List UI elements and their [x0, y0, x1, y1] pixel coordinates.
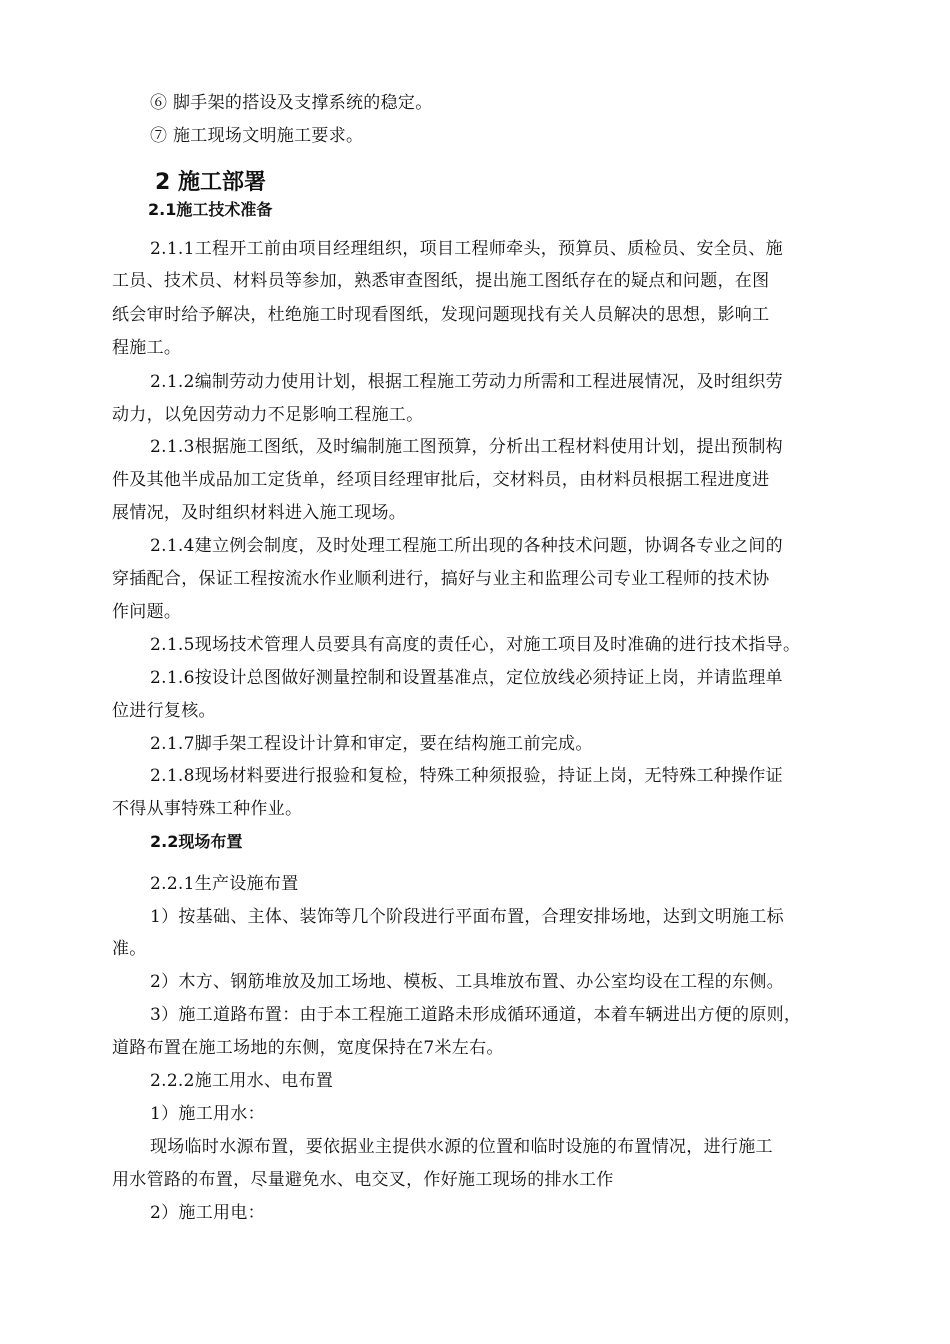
para-2-1-1-line: 程施工。 — [112, 338, 182, 358]
list-item-2-line: 2）木方、钢筋堆放及加工场地、模板、工具堆放布置、办公室均设在工程的东侧。 — [150, 972, 784, 992]
para-2-1-3-line: 展情况，及时组织材料进入施工现场。 — [112, 503, 407, 523]
para-2-1-1-line: 纸会审时给予解决，杜绝施工时现看图纸，发现问题现找有关人员解决的思想，影响工 — [112, 305, 770, 325]
para-2-1-4-line: 穿插配合，保证工程按流水作业顺利进行，搞好与业主和监理公司专业工程师的技术协 — [112, 569, 770, 589]
water-body-line: 用水管路的布置，尽量避免水、电交叉，作好施工现场的排水工作 — [112, 1170, 614, 1190]
para-2-1-1-line: 工员、技术员、材料员等参加，熟悉审查图纸，提出施工图纸存在的疑点和问题，在图 — [112, 271, 770, 291]
list-item-6: ⑥ 脚手架的搭设及支撑系统的稳定。 — [150, 93, 433, 113]
para-2-1-2-line: 2.1.2编制劳动力使用计划，根据工程施工劳动力所需和工程进展情况，及时组织劳 — [150, 372, 783, 392]
para-2-1-2-line: 动力，以免因劳动力不足影响工程施工。 — [112, 405, 424, 425]
list-item-1-line: 准。 — [112, 939, 147, 959]
subsection-2-2-2-heading: 2.2.2施工用水、电布置 — [150, 1071, 334, 1091]
power-heading: 2）施工用电： — [150, 1203, 265, 1223]
para-2-1-5-line: 2.1.5现场技术管理人员要具有高度的责任心，对施工项目及时准确的进行技术指导。 — [150, 635, 801, 655]
list-item-1-line: 1）按基础、主体、装饰等几个阶段进行平面布置，合理安排场地，达到文明施工标 — [150, 907, 784, 927]
water-heading: 1）施工用水： — [150, 1104, 265, 1124]
section-2-heading: 2 施工部署 — [155, 170, 266, 195]
water-body-line: 现场临时水源布置，要依据业主提供水源的位置和临时设施的布置情况，进行施工 — [150, 1137, 773, 1157]
para-2-1-1-line: 2.1.1工程开工前由项目经理组织，项目工程师牵头，预算员、质检员、安全员、施 — [150, 239, 783, 259]
para-2-1-8-line: 2.1.8现场材料要进行报验和复检，特殊工种须报验，持证上岗，无特殊工种操作证 — [150, 766, 783, 786]
para-2-1-7-line: 2.1.7脚手架工程设计计算和审定，要在结构施工前完成。 — [150, 734, 593, 754]
section-2-2-heading: 2.2现场布置 — [150, 832, 243, 851]
list-item-7: ⑦ 施工现场文明施工要求。 — [150, 126, 364, 146]
para-2-1-4-line: 2.1.4建立例会制度，及时处理工程施工所出现的各种技术问题，协调各专业之间的 — [150, 536, 783, 556]
para-2-1-4-line: 作问题。 — [112, 602, 182, 622]
list-item-3-line: 道路布置在施工场地的东侧，宽度保持在7米左右。 — [112, 1038, 504, 1058]
para-2-1-8-line: 不得从事特殊工种作业。 — [112, 799, 303, 819]
list-item-3-line: 3）施工道路布置：由于本工程施工道路未形成循环通道，本着车辆进出方便的原则， — [150, 1005, 802, 1025]
para-2-1-6-line: 2.1.6按设计总图做好测量控制和设置基准点，定位放线必须持证上岗，并请监理单 — [150, 668, 783, 688]
para-2-1-3-line: 件及其他半成品加工定货单，经项目经理审批后，交材料员，由材料员根据工程进度进 — [112, 470, 770, 490]
section-2-1-heading: 2.1施工技术准备 — [148, 200, 273, 219]
para-2-1-6-line: 位进行复核。 — [112, 701, 216, 721]
subsection-2-2-1-heading: 2.2.1生产设施布置 — [150, 874, 299, 894]
para-2-1-3-line: 2.1.3根据施工图纸，及时编制施工图预算，分析出工程材料使用计划，提出预制构 — [150, 437, 783, 457]
